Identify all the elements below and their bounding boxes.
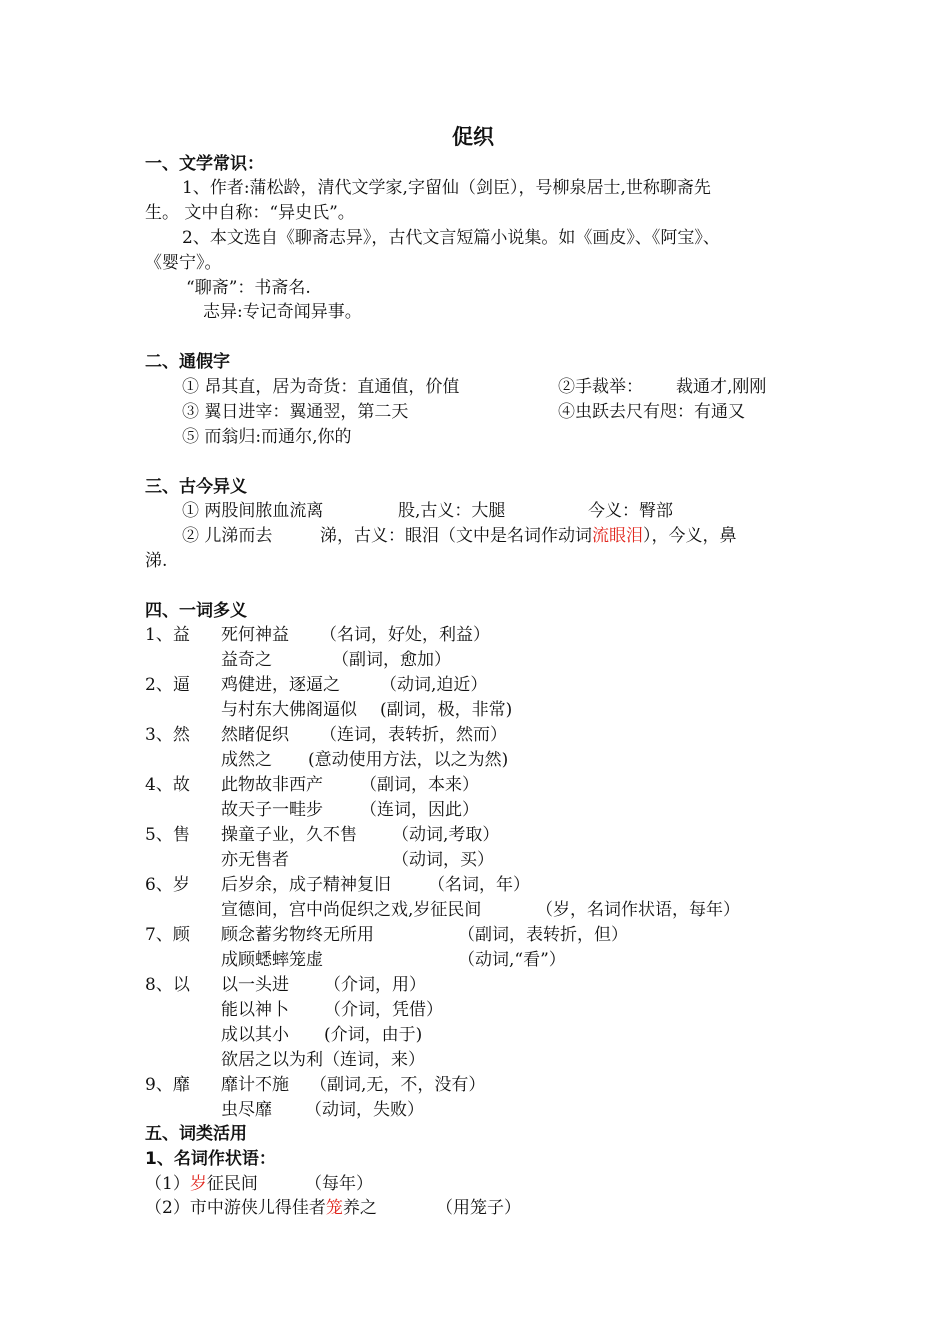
example-note: （副词，表转折，但）: [458, 925, 628, 945]
example-note: （岁，名词作状语，每年）: [536, 900, 740, 920]
item-number: 8、以: [145, 975, 190, 995]
text-line: 裁通才,刚刚: [676, 377, 767, 397]
example-text: 后岁余，成子精神复旧: [221, 875, 391, 895]
example-text: 故天子一畦步: [221, 800, 323, 820]
example-text: 欲居之以为利（连词，来）: [221, 1050, 425, 1070]
text-span: 涕，古义：眼泪（文中是名词作动词: [320, 526, 592, 546]
text-line: 2、本文选自《聊斋志异》，古代文言短篇小说集。如《画皮》、《阿宝》、: [182, 228, 720, 248]
text-line: [145, 1172, 258, 1196]
item-number: 9、靡: [145, 1075, 190, 1095]
example-text: 鸡健进，逐逼之: [221, 675, 340, 695]
example-text: 与村东大佛阁逼似: [221, 700, 357, 720]
example-text: 死何神益: [221, 625, 289, 645]
section-heading-literature: 一、文学常识：: [145, 154, 264, 174]
example-note: （介词，凭借）: [324, 1000, 443, 1020]
example-note: (副词，极，非常): [380, 700, 513, 720]
example-text: 然睹促织: [221, 725, 289, 745]
example-text: 操童子业，久不售: [221, 825, 357, 845]
example-text: 宣德间，宫中尚促织之戏,岁征民间: [221, 900, 482, 920]
example-note: (意动使用方法，以之为然): [308, 750, 509, 770]
text-line: 1、作者:蒲松龄，清代文学家,字留仙（剑臣），号柳泉居士,世称聊斋先: [182, 178, 711, 198]
example-note: （动词,迫近）: [380, 675, 488, 695]
item-number: 3、然: [145, 725, 190, 745]
example-text: 成以其小: [221, 1025, 289, 1045]
example-text: 成顾蟋蟀笼虚: [221, 950, 323, 970]
example-text: 顾念蓄劣物终无所用: [221, 925, 374, 945]
example-text: 靡计不施: [221, 1075, 289, 1095]
example-text: 成然之: [221, 750, 272, 770]
text-line: ① 两股间脓血流离: [182, 501, 324, 521]
example-note: （名词，年）: [428, 875, 530, 895]
text-line: 志异:专记奇闻异事。: [203, 302, 362, 322]
example-text: 此物故非西产: [221, 775, 323, 795]
example-note: （副词，愈加）: [332, 650, 451, 670]
text-line: ⑤ 而翁归:而通尔,你的: [182, 427, 352, 447]
text-line: ③ 翼日进宰：翼通翌，第二天: [182, 402, 409, 422]
text-line: 《婴宁》。: [145, 253, 222, 273]
item-number: 6、岁: [145, 875, 190, 895]
section-heading-cileihuoyong: 五、词类活用: [145, 1124, 247, 1144]
example-note: (介词，由于): [324, 1025, 423, 1045]
example-note: （动词,“看”）: [458, 950, 566, 970]
text-span: ），今义，鼻: [643, 526, 737, 546]
example-text: 以一头进: [221, 975, 289, 995]
highlight-text: 岁: [189, 1174, 207, 1194]
item-number: 7、顾: [145, 925, 190, 945]
example-note: （动词，失败）: [305, 1100, 424, 1120]
example-text: 能以神卜: [221, 1000, 289, 1020]
text-line: 股,古义：大腿: [398, 501, 506, 521]
text-line: 生。 文中自称：“异史氏”。: [145, 203, 355, 223]
example-note: （每年）: [305, 1174, 373, 1194]
text-line: ② 儿涕而去: [182, 526, 273, 546]
example-note: （连词，表转折，然而）: [320, 725, 507, 745]
page-title: 促织: [452, 125, 494, 149]
example-note: （副词，本来）: [360, 775, 479, 795]
text-line: 今义：臀部: [588, 501, 673, 521]
text-span: （2）市中游侠儿得佳者: [145, 1198, 326, 1218]
text-line: [145, 1196, 377, 1220]
text-span: （1）: [145, 1174, 190, 1194]
text-line: ① 昂其直，居为奇货：直通值，价值: [182, 377, 460, 397]
text-line: 涕.: [145, 551, 168, 571]
subsection-heading: 1、名词作状语：: [145, 1149, 276, 1169]
text-line: “聊斋”：书斋名.: [186, 278, 311, 298]
text-span: 征民间: [206, 1174, 258, 1194]
example-note: （动词,考取）: [392, 825, 500, 845]
section-heading-yiciduoyi: 四、一词多义: [145, 601, 247, 621]
section-heading-gujin: 三、古今异义: [145, 477, 247, 497]
highlight-text: 流眼泪: [592, 526, 643, 546]
example-note: （用笼子）: [436, 1198, 521, 1218]
example-text: 亦无售者: [221, 850, 289, 870]
text-span: 养之: [342, 1198, 377, 1218]
item-number: 4、故: [145, 775, 190, 795]
text-line: [320, 524, 737, 548]
example-text: 益奇之: [221, 650, 272, 670]
text-line: ②手裁举：: [558, 377, 643, 397]
text-line: ④虫跃去尺有咫：有通又: [558, 402, 745, 422]
item-number: 1、益: [145, 625, 190, 645]
example-note: （连词，因此）: [360, 800, 479, 820]
example-note: （介词，用）: [324, 975, 426, 995]
item-number: 2、逼: [145, 675, 190, 695]
highlight-text: 笼: [325, 1198, 343, 1218]
example-text: 虫尽靡: [221, 1100, 272, 1120]
item-number: 5、售: [145, 825, 190, 845]
example-note: （副词,无，不，没有）: [310, 1075, 486, 1095]
example-note: （名词，好处，利益）: [320, 625, 490, 645]
example-note: （动词，买）: [392, 850, 494, 870]
section-heading-tongjia: 二、通假字: [145, 352, 230, 372]
